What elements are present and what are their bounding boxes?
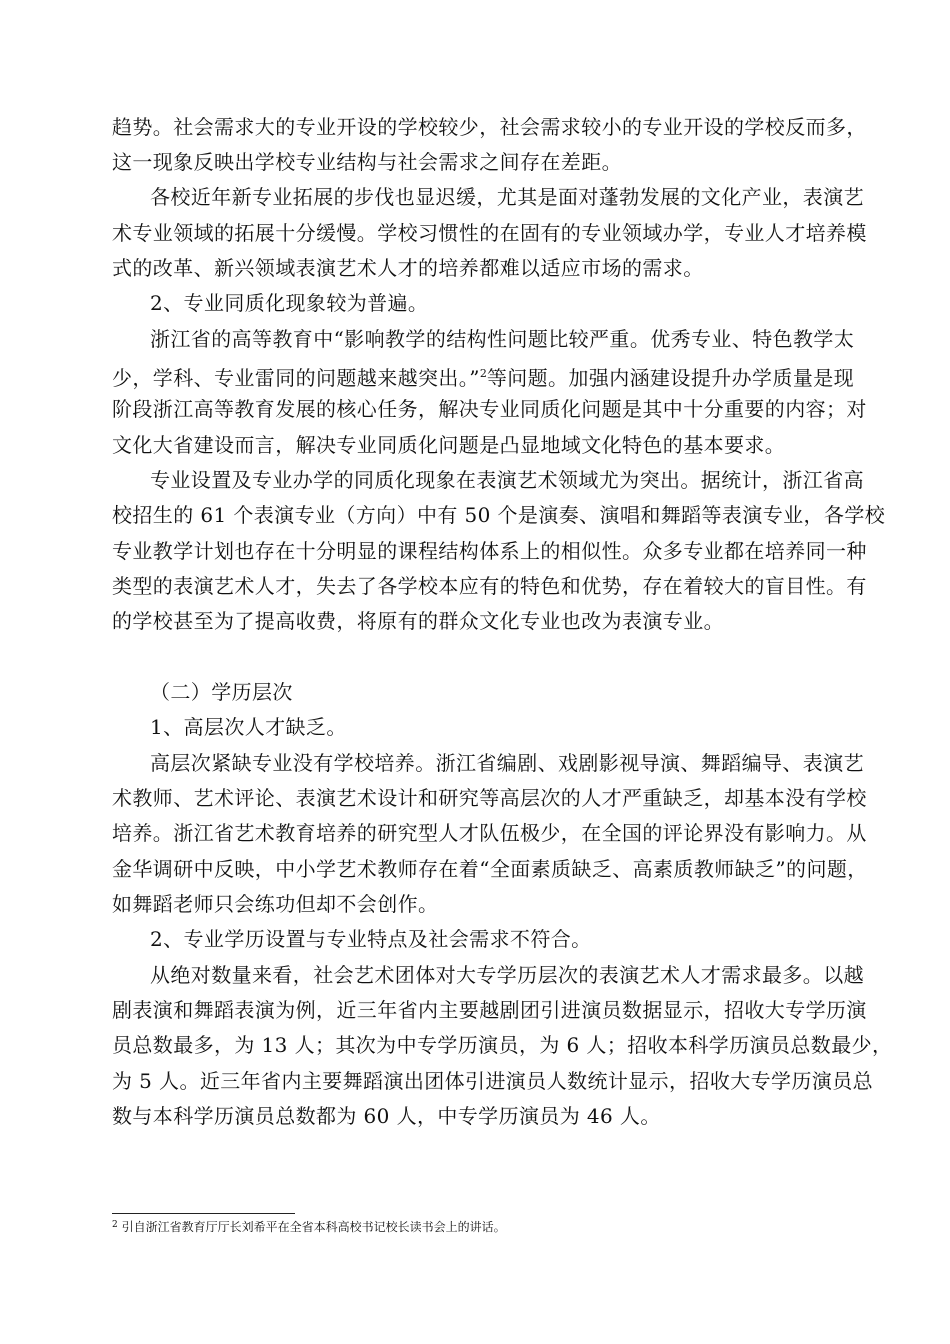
paragraph-line-with-footnote [112, 362, 855, 390]
paragraph-line: 剧表演和舞蹈表演为例，近三年省内主要越剧团引进演员数据显示，招收大专学历演 [112, 998, 867, 1022]
line-text-after-note: 等问题。加强内涵建设提升办学质量是现 [486, 366, 855, 390]
line-text-before-note: 少，学科、专业雷同的问题越来越突出。” [112, 366, 480, 390]
paragraph-line: 趋势。社会需求大的专业开设的学校较少，社会需求较小的专业开设的学校反而多， [112, 115, 867, 139]
paragraph-line: 浙江省的高等教育中“影响教学的结构性问题比较严重。优秀专业、特色教学太 [150, 327, 855, 351]
section-heading: （二）学历层次 [150, 680, 293, 704]
paragraph-line: 这一现象反映出学校专业结构与社会需求之间存在差距。 [112, 150, 622, 174]
paragraph-line: 数与本科学历演员总数都为 60 人，中专学历演员为 46 人。 [112, 1104, 661, 1128]
paragraph-line: 的学校甚至为了提高收费，将原有的群众文化专业也改为表演专业。 [112, 609, 724, 633]
paragraph-line: 术教师、艺术评论、表演艺术设计和研究等高层次的人才严重缺乏，却基本没有学校 [112, 786, 867, 810]
footnote [112, 1217, 506, 1235]
subsection-heading: 1、高层次人才缺乏。 [150, 715, 347, 739]
footnote-reference: 2 [479, 367, 487, 380]
paragraph-line: 术专业领域的拓展十分缓慢。学校习惯性的在固有的专业领域办学，专业人才培养模 [112, 221, 867, 245]
paragraph-line: 各校近年新专业拓展的步伐也显迟缓，尤其是面对蓬勃发展的文化产业，表演艺 [150, 185, 864, 209]
paragraph-line: 专业教学计划也存在十分明显的课程结构体系上的相似性。众多专业都在培养同一种 [112, 539, 867, 563]
paragraph-line: 类型的表演艺术人才，失去了各学校本应有的特色和优势，存在着较大的盲目性。有 [112, 574, 867, 598]
footnote-separator [112, 1213, 295, 1214]
paragraph-line: 式的改革、新兴领域表演艺术人才的培养都难以适应市场的需求。 [112, 256, 704, 280]
paragraph-line: 高层次紧缺专业没有学校培养。浙江省编剧、戏剧影视导演、舞蹈编导、表演艺 [150, 751, 864, 775]
paragraph-line: 文化大省建设而言，解决专业同质化问题是凸显地域文化特色的基本要求。 [112, 433, 786, 457]
paragraph-line: 如舞蹈老师只会练功但却不会创作。 [112, 892, 439, 916]
paragraph-line: 校招生的 61 个表演专业（方向）中有 50 个是演奏、演唱和舞蹈等表演专业，各学校 [112, 503, 886, 527]
footnote-mark: 2 [112, 1220, 118, 1230]
paragraph-line: 金华调研中反映，中小学艺术教师存在着“全面素质缺乏、高素质教师缺乏”的问题， [112, 857, 868, 881]
subsection-heading: 2、专业学历设置与专业特点及社会需求不符合。 [150, 927, 592, 951]
footnote-text: 引自浙江省教育厅厅长刘希平在全省本科高校书记校长读书会上的讲话。 [121, 1220, 506, 1234]
paragraph-line: 员总数最多，为 13 人；其次为中专学历演员，为 6 人；招收本科学历演员总数最少， [112, 1033, 893, 1057]
section-heading: 2、专业同质化现象较为普遍。 [150, 291, 429, 315]
paragraph-line: 从绝对数量来看，社会艺术团体对大专学历层次的表演艺术人才需求最多。以越 [150, 963, 864, 987]
paragraph-line: 为 5 人。近三年省内主要舞蹈演出团体引进演员人数统计显示，招收大专学历演员总 [112, 1069, 874, 1093]
paragraph-line: 专业设置及专业办学的同质化现象在表演艺术领域尤为突出。据统计，浙江省高 [150, 468, 864, 492]
paragraph-line: 培养。浙江省艺术教育培养的研究型人才队伍极少，在全国的评论界没有影响力。从 [112, 821, 867, 845]
paragraph-line: 阶段浙江高等教育发展的核心任务，解决专业同质化问题是其中十分重要的内容；对 [112, 397, 867, 421]
